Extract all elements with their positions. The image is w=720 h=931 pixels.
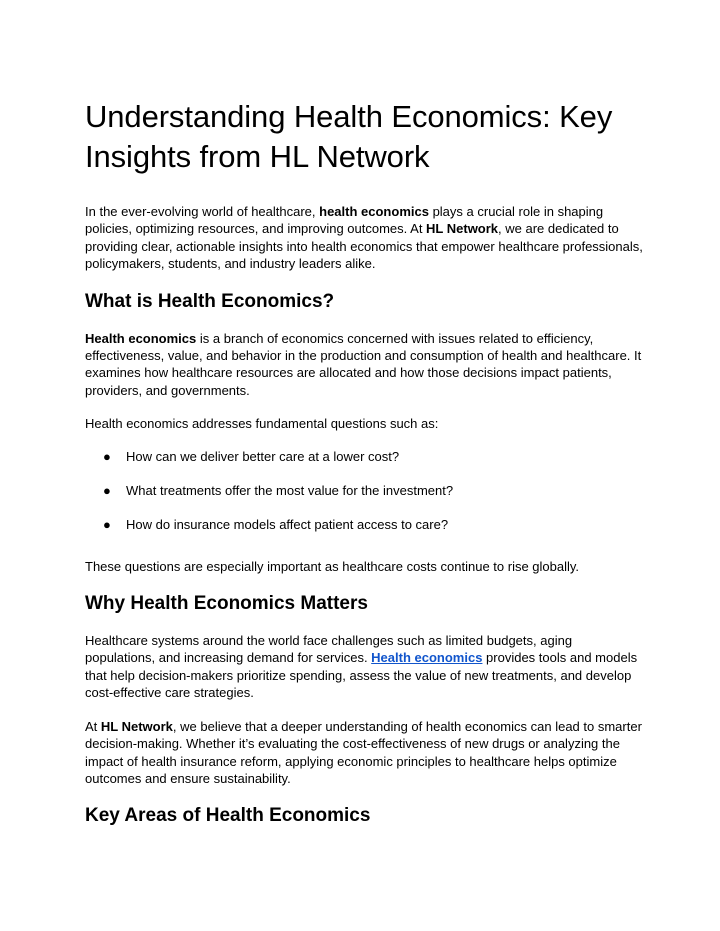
intro-bold-hl-network: HL Network (426, 221, 499, 237)
bullet-icon: ● (103, 482, 111, 498)
list-item (85, 516, 645, 533)
intro-text-2: plays a crucial role in shaping policies, optimizing resources, and improving outcomes. At (85, 204, 604, 237)
section2-paragraph-2 (85, 718, 645, 788)
questions-list (85, 448, 645, 533)
list-item (85, 448, 645, 465)
section2-bold-hl-network: HL Network (100, 718, 173, 734)
document-content (85, 97, 645, 828)
list-item-text: How can we deliver better care at a lower cost? (126, 448, 400, 464)
section2-paragraph-1 (85, 632, 645, 702)
list-item-text: How do insurance models affect patient access to care? (126, 516, 449, 532)
section1-definition-text: is a branch of economics concerned with issues related to efficiency, effectiveness, value, and behavior in the production and consumption of health and healthcare. It examines how healthcare resources are allocated and how those decisions impact patients, providers, and governments. (85, 330, 642, 398)
section2-p2-text-1: At (85, 718, 101, 734)
section2-text-1: Healthcare systems around the world face challenges such as limited budgets, aging populations, and increasing demand for services. (85, 633, 573, 666)
heading-why-health-economics-matters: Why Health Economics Matters (85, 593, 368, 615)
intro-bold-health-economics: health economics (319, 204, 429, 219)
health-economics-link[interactable]: Health economics (371, 650, 483, 666)
list-item-text: What treatments offer the most value for the investment? (126, 482, 454, 498)
section1-paragraph-3: These questions are especially important as healthcare costs continue to rise globally. (85, 558, 580, 574)
section1-paragraph-1 (85, 330, 645, 400)
list-item (85, 482, 645, 499)
section2-text-2: provides tools and models that help decision-makers prioritize spending, assess the value of new treatments, and develop cost-effective care strategies. (85, 650, 638, 701)
bullet-icon: ● (103, 448, 111, 464)
section2-p2-text-2: , we believe that a deeper understanding of health economics can lead to smarter decision-making. Whether it’s evaluating the cost-effectiveness of new drugs or analyzing the impact of health insurance reform, applying economic principles to healthcare helps optimize outcomes and ensure sustainability. (85, 718, 642, 786)
heading-key-areas: Key Areas of Health Economics (85, 805, 371, 827)
section1-bold-term: Health economics (85, 330, 197, 346)
bullet-icon: ● (103, 516, 111, 532)
intro-paragraph (85, 203, 645, 273)
section1-paragraph-2: Health economics addresses fundamental questions such as: (85, 416, 439, 432)
intro-text-1: In the ever-evolving world of healthcare, (85, 204, 320, 219)
document-title: Understanding Health Economics: Key Insights from HL Network (85, 99, 613, 174)
intro-text-3: , we are dedicated to providing clear, actionable insights into health economics that empower healthcare professionals, policymakers, students, and industry leaders alike. (85, 221, 643, 272)
heading-what-is-health-economics: What is Health Economics? (85, 290, 335, 312)
